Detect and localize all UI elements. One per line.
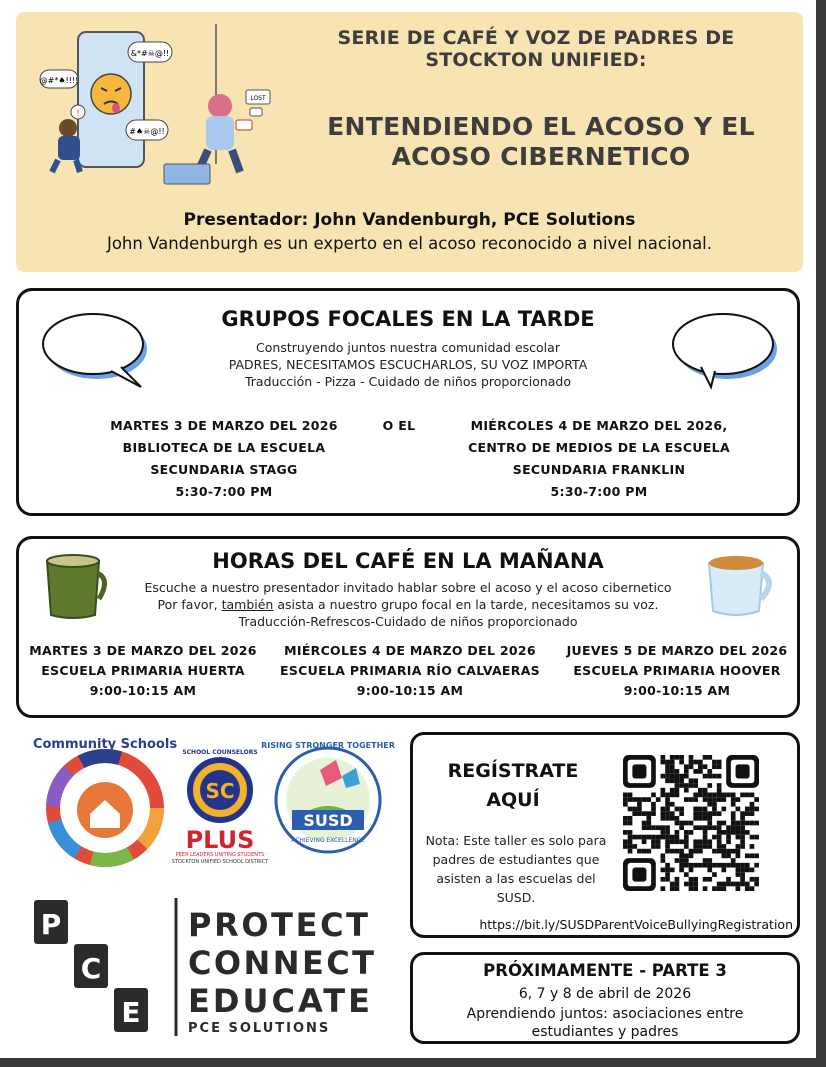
counselors-text: SCHOOL COUNSELORS [182,749,258,756]
morning-line-2-underline: también [221,597,274,612]
morning-event-2 [275,641,545,701]
morning-event-2-time: 9:00-10:15 AM [356,683,464,698]
rising-text: RISING STRONGER TOGETHER [261,741,395,750]
focus-event-1-place1: BIBLIOTECA DE LA ESCUELA [122,440,326,455]
plus-sub-text: PEER LEADERS UNITING STUDENTS [175,852,265,858]
presenter-description: John Vandenburgh es un experto en el acoso reconocido a nivel nacional. [106,234,713,253]
plus-text: PLUS [185,826,255,854]
pce-letter-p: P [40,908,62,941]
partner-logos [30,730,400,1050]
focus-groups-box [16,288,800,516]
focus-event-2-time: 5:30-7:00 PM [550,484,648,499]
morning-line-2-post: asista a nuestro grupo focal en la tarde, necesitamos su voz. [273,597,659,612]
community-schools-text: Community Schools [32,737,178,752]
morning-event-2-place: ESCUELA PRIMARIA RÍO CALVAERAS [280,663,540,678]
morning-event-1-date: MARTES 3 DE MARZO DEL 2026 [29,643,257,658]
register-box [410,732,800,938]
susd-logo [261,741,395,852]
focus-event-2-place1: CENTRO DE MEDIOS DE LA ESCUELA [468,440,730,455]
focus-title: GRUPOS FOCALES EN LA TARDE [221,307,595,331]
focus-event-2 [449,415,749,503]
morning-event-1-time: 9:00-10:15 AM [89,683,197,698]
morning-title: HORAS DEL CAFÉ EN LA MAÑANA [212,549,604,573]
focus-line-3: Traducción - Pizza - Cuidado de niños proporcionado [244,374,572,389]
presenter-name: Presentador: John Vandenburgh, PCE Solutions [183,210,636,230]
coming-line-2: estudiantes y padres [531,1024,679,1040]
registration-link[interactable]: https://bit.ly/SUSDParentVoiceBullyingRegistration [479,917,793,932]
morning-event-3-date: JUEVES 5 DE MARZO DEL 2026 [566,643,788,658]
register-note: Nota: Este taller es solo para padres de estudiantes que asisten a las escuelas del SUSD. [425,833,607,905]
sc-text: SC [205,779,235,803]
logos-area [30,730,400,1050]
morning-event-1-place: ESCUELA PRIMARIA HUERTA [41,663,245,678]
susd-text: SUSD [303,811,353,830]
register-title: REGÍSTRATE AQUÍ [447,760,579,811]
morning-event-3 [557,641,797,701]
morning-coffee-box [16,536,800,718]
plus-district-text: STOCKTON UNIFIED SCHOOL DISTRICT [171,859,269,865]
pce-word-connect: CONNECT [188,944,374,982]
community-schools-logo [33,737,177,860]
morning-line-2 [19,596,797,613]
header-banner [16,12,803,272]
susd-sub-text: ACHIEVING EXCELLENCE [291,837,365,844]
coming-title: PRÓXIMAMENTE - PARTE 3 [483,961,727,980]
series-title: SERIE DE CAFÉ Y VOZ DE PADRES DE STOCKTON UNIFIED: [337,27,735,71]
main-title: ENTENDIENDO EL ACOSO Y EL ACOSO CIBERNETICO [327,112,755,171]
cyberbullying-illustration [36,24,276,194]
pce-solutions-logo [34,898,374,1036]
morning-line-3: Traducción-Refrescos-Cuidado de niños proporcionado [238,614,578,629]
focus-line-1: Construyendo juntos nuestra comunidad escolar [256,340,560,355]
coming-line-1: Aprendiendo juntos: asociaciones entre [466,1006,744,1022]
coming-soon-box [410,952,800,1044]
pce-word-protect: PROTECT [188,906,368,944]
morning-line-2-pre: Por favor, [157,597,222,612]
pce-solutions-text: PCE SOLUTIONS [188,1021,331,1036]
morning-event-3-place: ESCUELA PRIMARIA HOOVER [573,663,781,678]
registration-qr-code[interactable] [623,755,759,891]
morning-event-1 [23,641,263,701]
morning-event-2-date: MIÉRCOLES 4 DE MARZO DEL 2026 [284,643,536,658]
focus-event-2-place2: SECUNDARIA FRANKLIN [512,462,686,477]
school-counselors-logo [182,749,257,820]
morning-event-3-time: 9:00-10:15 AM [623,683,731,698]
focus-event-1-time: 5:30-7:00 PM [175,484,273,499]
focus-event-1 [79,415,369,503]
bubble-text-1: @#*♠!!!! [39,76,79,85]
focus-event-2-date: MIÉRCOLES 4 DE MARZO DEL 2026, [470,418,728,433]
focus-line-2: PADRES, NECESITAMOS ESCUCHARLOS, SU VOZ IMPORTA [228,357,588,372]
bubble-text-2: &*#☠@!! [130,49,170,58]
svg-text:!: ! [76,109,80,119]
pce-word-educate: EDUCATE [188,982,370,1020]
lost-sign-text: LOST [250,95,266,102]
bubble-text-3: #♠☠@!! [129,127,165,136]
focus-event-1-place2: SECUNDARIA STAGG [150,462,298,477]
focus-event-1-date: MARTES 3 DE MARZO DEL 2026 [110,418,338,433]
pce-letter-e: E [121,996,141,1029]
coming-dates: 6, 7 y 8 de abril de 2026 [518,986,692,1002]
pce-letter-c: C [80,952,102,985]
focus-separator: O EL [382,418,416,433]
plus-logo [172,826,269,865]
morning-line-1: Escuche a nuestro presentador invitado hablar sobre el acoso y el acoso cibernetico [144,580,672,595]
